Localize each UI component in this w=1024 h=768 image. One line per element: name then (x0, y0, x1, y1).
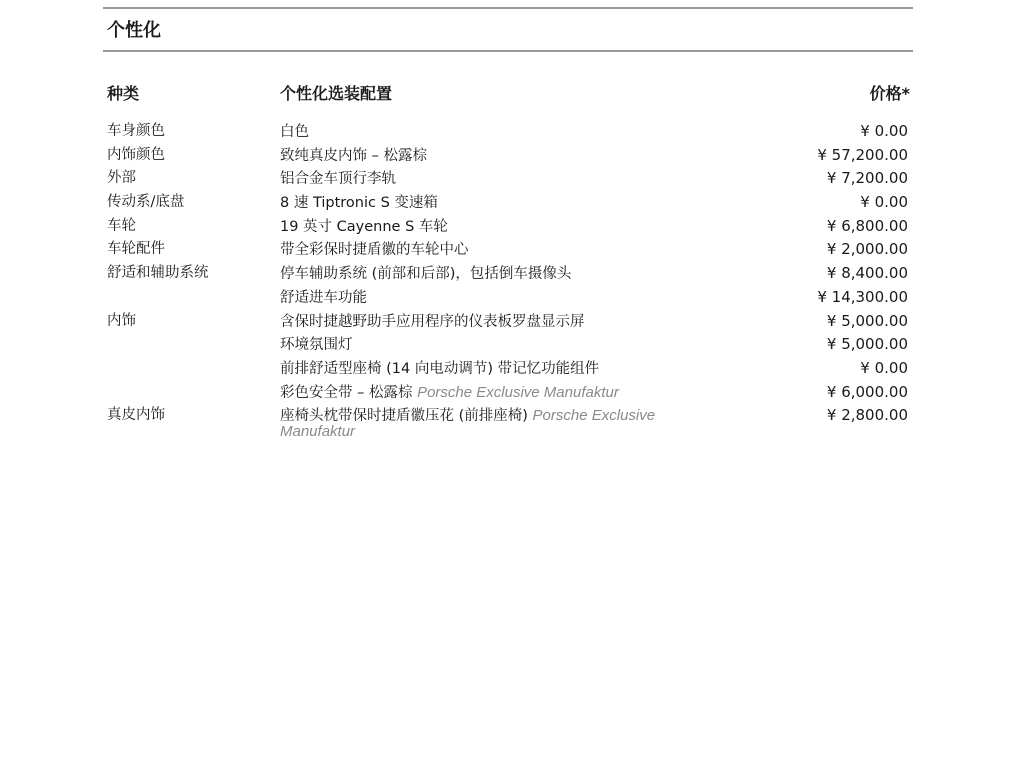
row-category: 车轮 (107, 217, 136, 234)
row-option-text: 带全彩保时捷盾徽的车轮中心 (280, 242, 469, 259)
row-category: 内饰 (107, 312, 136, 329)
header-category: 种类 (107, 84, 140, 103)
table-row (107, 215, 910, 239)
row-price: ¥ 5,000.00 (826, 311, 908, 330)
table-row (107, 167, 910, 191)
row-category: 真皮内饰 (107, 407, 165, 424)
row-price: ¥ 6,800.00 (826, 216, 908, 235)
table-row (107, 404, 910, 444)
row-option (280, 238, 690, 262)
section-divider (103, 50, 913, 52)
row-option-text: 铝合金车顶行李轨 (280, 171, 396, 188)
row-option-text: 停车辅助系统 (前部和后部)，包括倒车摄像头 (280, 266, 572, 283)
row-option (280, 262, 690, 286)
row-option (280, 310, 690, 334)
row-option (280, 144, 690, 168)
row-option-text: 舒适进车功能 (280, 289, 367, 306)
row-price: ¥ 5,000.00 (826, 335, 908, 354)
row-option-text: 8 速 Tiptronic S 变速箱 (280, 195, 438, 212)
row-category: 车身颜色 (107, 123, 165, 139)
row-option-text: 彩色安全带 – 松露棕 (280, 384, 413, 401)
header-price: 价格* (869, 84, 910, 103)
row-category: 传动系/底盘 (107, 194, 185, 211)
table-row (107, 381, 910, 405)
table-row (107, 333, 910, 357)
row-price: ¥ 2,000.00 (826, 240, 908, 259)
row-option (280, 120, 690, 144)
row-option (280, 381, 690, 405)
options-table (107, 120, 910, 444)
table-row (107, 310, 910, 334)
row-price: ¥ 14,300.00 (817, 287, 908, 306)
row-price: ¥ 57,200.00 (817, 145, 908, 164)
table-row (107, 357, 910, 381)
row-option (280, 404, 690, 444)
row-option (280, 333, 690, 357)
table-header (107, 82, 910, 106)
table-row (107, 144, 910, 168)
table-row (107, 286, 910, 310)
top-divider (103, 7, 913, 9)
row-option-text: 致纯真皮内饰 – 松露棕 (280, 147, 427, 164)
row-option-text: 环境氛围灯 (280, 337, 353, 354)
header-option: 个性化选装配置 (280, 84, 393, 103)
row-option-note: Porsche Exclusive Manufaktur (280, 407, 656, 441)
row-price: ¥ 7,200.00 (826, 169, 908, 188)
table-row (107, 120, 910, 144)
row-option-text: 白色 (280, 124, 309, 140)
row-option-text: 19 英寸 Cayenne S 车轮 (280, 218, 448, 235)
row-price: ¥ 0.00 (860, 193, 908, 212)
section-title: 个性化 (107, 20, 161, 41)
table-row (107, 262, 910, 286)
row-option (280, 215, 690, 239)
row-price: ¥ 6,000.00 (826, 382, 908, 401)
row-price: ¥ 2,800.00 (826, 406, 908, 425)
row-price: ¥ 8,400.00 (826, 264, 908, 283)
row-option-text: 前排舒适型座椅 (14 向电动调节) 带记忆功能组件 (280, 360, 600, 377)
row-price: ¥ 0.00 (860, 358, 908, 377)
row-option (280, 357, 690, 381)
table-row (107, 238, 910, 262)
row-category: 内饰颜色 (107, 146, 165, 163)
row-option (280, 191, 690, 215)
row-option-note: Porsche Exclusive Manufaktur (417, 383, 619, 401)
table-row (107, 191, 910, 215)
row-price: ¥ 0.00 (860, 122, 908, 140)
row-option (280, 167, 690, 191)
row-category: 车轮配件 (107, 241, 165, 258)
row-option-text: 座椅头枕带保时捷盾徽压花 (前排座椅) (280, 408, 528, 425)
row-option-text: 含保时捷越野助手应用程序的仪表板罗盘显示屏 (280, 313, 585, 330)
row-category: 外部 (107, 170, 136, 187)
row-category: 舒适和辅助系统 (107, 265, 209, 282)
row-option (280, 286, 690, 310)
